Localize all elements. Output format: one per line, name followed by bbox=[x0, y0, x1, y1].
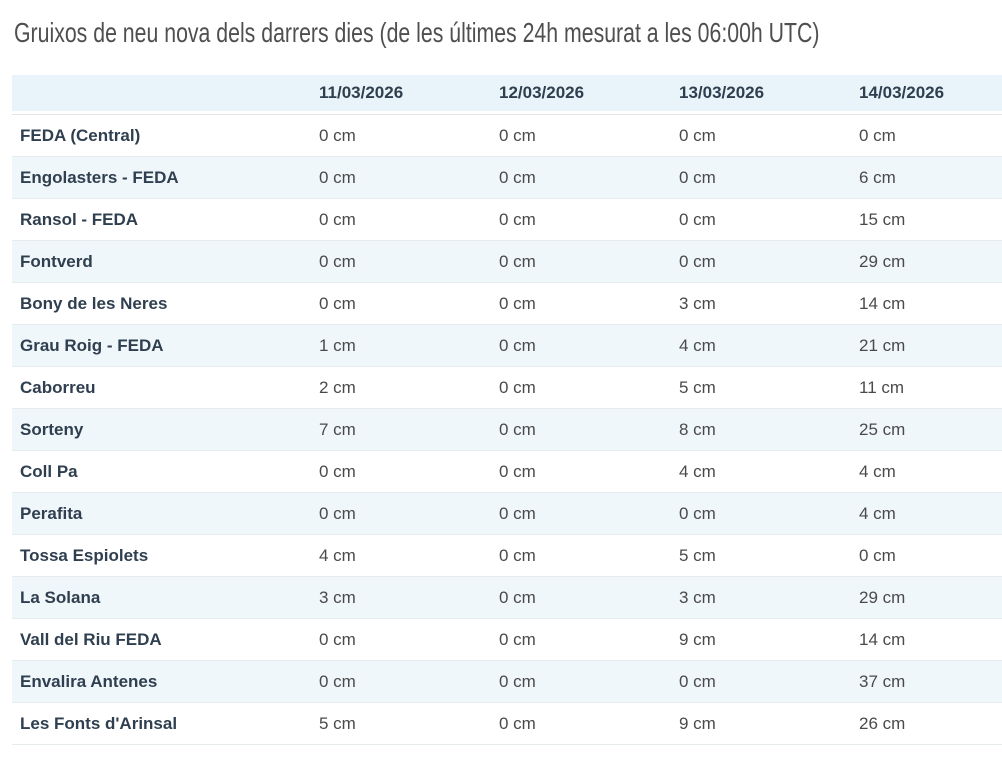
snow-value: 0 cm bbox=[317, 661, 497, 703]
table-row bbox=[12, 199, 1002, 241]
snow-value: 0 cm bbox=[497, 619, 677, 661]
snow-value: 0 cm bbox=[317, 241, 497, 283]
snow-value: 0 cm bbox=[677, 157, 857, 199]
table-row bbox=[12, 114, 1002, 157]
snow-value: 7 cm bbox=[317, 409, 497, 451]
table-row bbox=[12, 577, 1002, 619]
column-header-date-3: 13/03/2026 bbox=[677, 75, 857, 114]
station-name: Bony de les Neres bbox=[12, 283, 317, 325]
table-row bbox=[12, 241, 1002, 283]
snow-value: 9 cm bbox=[677, 619, 857, 661]
snow-value: 3 cm bbox=[677, 283, 857, 325]
snow-value: 0 cm bbox=[857, 535, 1002, 577]
table-row bbox=[12, 409, 1002, 451]
snow-value: 0 cm bbox=[497, 409, 677, 451]
snow-value: 0 cm bbox=[497, 535, 677, 577]
station-name: Envalira Antenes bbox=[12, 661, 317, 703]
table-row bbox=[12, 451, 1002, 493]
snow-value: 4 cm bbox=[677, 451, 857, 493]
table-row bbox=[12, 661, 1002, 703]
snow-value: 0 cm bbox=[317, 283, 497, 325]
column-header-station bbox=[12, 75, 317, 114]
station-name: Les Fonts d'Arinsal bbox=[12, 703, 317, 745]
snow-value: 29 cm bbox=[857, 241, 1002, 283]
station-name: Fontverd bbox=[12, 241, 317, 283]
snow-value: 14 cm bbox=[857, 283, 1002, 325]
column-header-date-2: 12/03/2026 bbox=[497, 75, 677, 114]
snow-value: 0 cm bbox=[677, 114, 857, 157]
snow-value: 2 cm bbox=[317, 367, 497, 409]
station-name: FEDA (Central) bbox=[12, 114, 317, 157]
table-row bbox=[12, 619, 1002, 661]
table-row bbox=[12, 535, 1002, 577]
table-row bbox=[12, 367, 1002, 409]
snow-value: 0 cm bbox=[497, 325, 677, 367]
snow-value: 4 cm bbox=[317, 535, 497, 577]
station-name: Grau Roig - FEDA bbox=[12, 325, 317, 367]
snow-value: 9 cm bbox=[677, 703, 857, 745]
snow-value: 0 cm bbox=[317, 451, 497, 493]
snow-value: 0 cm bbox=[317, 157, 497, 199]
station-name: Perafita bbox=[12, 493, 317, 535]
page-header bbox=[0, 0, 1002, 50]
table-row bbox=[12, 325, 1002, 367]
snow-value: 0 cm bbox=[677, 199, 857, 241]
snow-depth-table bbox=[12, 75, 1002, 745]
table-row bbox=[12, 703, 1002, 745]
snow-value: 0 cm bbox=[497, 661, 677, 703]
snow-value: 0 cm bbox=[497, 577, 677, 619]
snow-value: 0 cm bbox=[497, 367, 677, 409]
snow-value: 37 cm bbox=[857, 661, 1002, 703]
snow-value: 1 cm bbox=[317, 325, 497, 367]
snow-value: 0 cm bbox=[497, 451, 677, 493]
snow-value: 0 cm bbox=[317, 493, 497, 535]
station-name: Vall del Riu FEDA bbox=[12, 619, 317, 661]
snow-value: 0 cm bbox=[497, 157, 677, 199]
snow-value: 5 cm bbox=[317, 703, 497, 745]
snow-value: 0 cm bbox=[497, 199, 677, 241]
table-header-row bbox=[12, 75, 1002, 114]
station-name: Ransol - FEDA bbox=[12, 199, 317, 241]
snow-value: 0 cm bbox=[497, 241, 677, 283]
snow-value: 5 cm bbox=[677, 367, 857, 409]
snow-value: 15 cm bbox=[857, 199, 1002, 241]
snow-value: 0 cm bbox=[317, 619, 497, 661]
snow-value: 21 cm bbox=[857, 325, 1002, 367]
snow-value: 8 cm bbox=[677, 409, 857, 451]
snow-value: 11 cm bbox=[857, 367, 1002, 409]
snow-value: 25 cm bbox=[857, 409, 1002, 451]
snow-value: 0 cm bbox=[497, 493, 677, 535]
snow-value: 4 cm bbox=[857, 451, 1002, 493]
snow-value: 29 cm bbox=[857, 577, 1002, 619]
station-name: Tossa Espiolets bbox=[12, 535, 317, 577]
snow-value: 4 cm bbox=[857, 493, 1002, 535]
page-title: Gruixos de neu nova dels darrers dies (de les últimes 24h mesurat a les 06:00h UTC) bbox=[14, 17, 820, 48]
column-header-date-4: 14/03/2026 bbox=[857, 75, 1002, 114]
station-name: Coll Pa bbox=[12, 451, 317, 493]
station-name: Caborreu bbox=[12, 367, 317, 409]
table-row bbox=[12, 157, 1002, 199]
snow-value: 6 cm bbox=[857, 157, 1002, 199]
station-name: Sorteny bbox=[12, 409, 317, 451]
snow-value: 0 cm bbox=[677, 493, 857, 535]
snow-value: 0 cm bbox=[677, 661, 857, 703]
snow-value: 5 cm bbox=[677, 535, 857, 577]
snow-value: 3 cm bbox=[317, 577, 497, 619]
snow-value: 0 cm bbox=[497, 283, 677, 325]
snow-value: 0 cm bbox=[857, 114, 1002, 157]
table-row bbox=[12, 493, 1002, 535]
table-row bbox=[12, 283, 1002, 325]
snow-value: 3 cm bbox=[677, 577, 857, 619]
snow-value: 0 cm bbox=[317, 199, 497, 241]
column-header-date-1: 11/03/2026 bbox=[317, 75, 497, 114]
snow-value: 0 cm bbox=[317, 114, 497, 157]
station-name: Engolasters - FEDA bbox=[12, 157, 317, 199]
snow-value: 26 cm bbox=[857, 703, 1002, 745]
snow-value: 4 cm bbox=[677, 325, 857, 367]
snow-value: 0 cm bbox=[677, 241, 857, 283]
snow-value: 0 cm bbox=[497, 114, 677, 157]
snow-value: 14 cm bbox=[857, 619, 1002, 661]
snow-value: 0 cm bbox=[497, 703, 677, 745]
station-name: La Solana bbox=[12, 577, 317, 619]
